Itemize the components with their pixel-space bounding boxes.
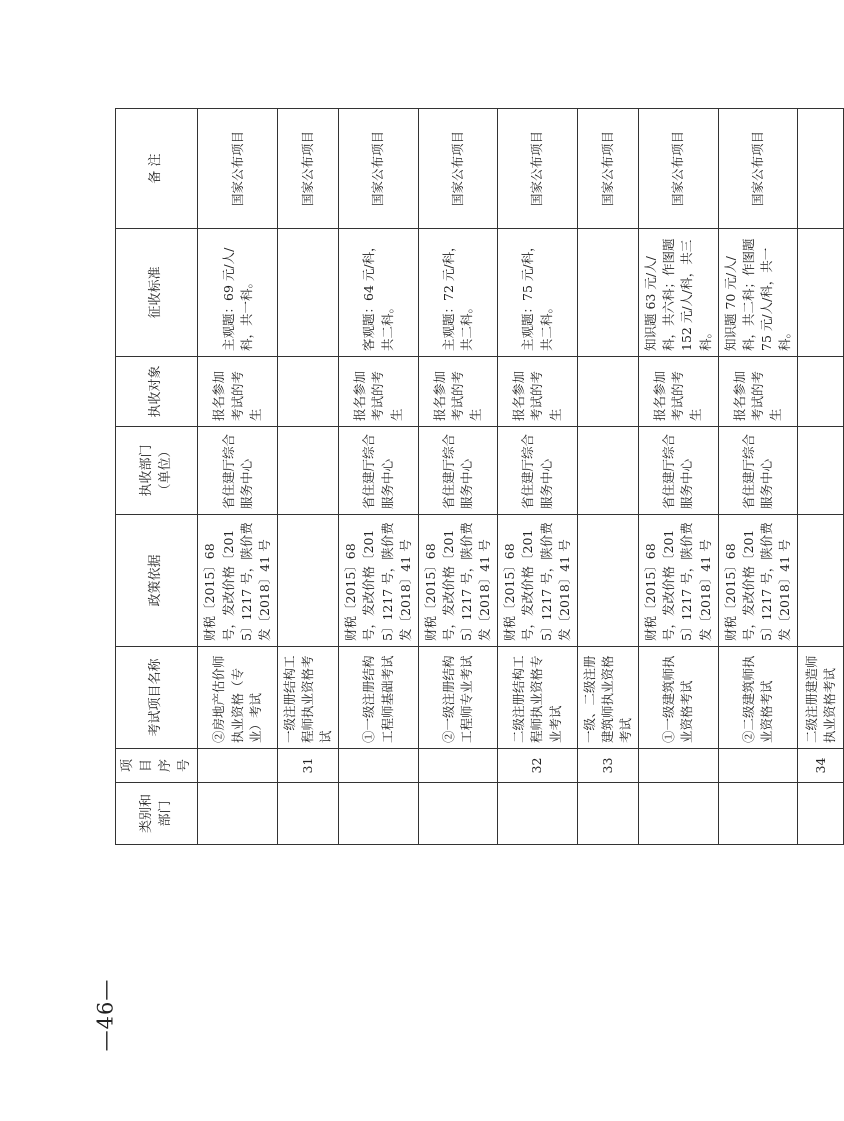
cell-standard: 知识题 63 元/人/科，共六科；作图题 152 元/人/科，共三科。 bbox=[639, 229, 719, 357]
cell-target bbox=[277, 357, 338, 427]
header-name: 考试项目名称 bbox=[116, 647, 198, 749]
cell-note: 国家公布项目 bbox=[339, 109, 419, 229]
table-row bbox=[639, 109, 719, 845]
table-header-row bbox=[116, 109, 198, 845]
cell-standard: 主观题：69 元/人/科，共一科。 bbox=[198, 229, 278, 357]
cell-number: 32 bbox=[498, 749, 578, 783]
table-row bbox=[418, 109, 498, 845]
cell-category bbox=[339, 783, 419, 845]
cell-standard: 客观题：64 元/科，共二科。 bbox=[339, 229, 419, 357]
table-row bbox=[198, 109, 278, 845]
header-basis: 政策依据 bbox=[116, 515, 198, 647]
cell-basis: 财税〔2015〕68 号，发改价格〔2015〕1217 号，陕价费发〔2018〕41 号 bbox=[339, 515, 419, 647]
cell-name: ①一级建筑师执业资格考试 bbox=[639, 647, 719, 749]
header-note: 备 注 bbox=[116, 109, 198, 229]
cell-name: ①一级注册结构工程师基础考试 bbox=[339, 647, 419, 749]
cell-category bbox=[798, 783, 844, 845]
cell-basis: 财税〔2015〕68 号，发改价格〔2015〕1217 号，陕价费发〔2018〕41 号 bbox=[639, 515, 719, 647]
cell-basis: 财税〔2015〕68 号，发改价格〔2015〕1217 号，陕价费发〔2018〕41 号 bbox=[418, 515, 498, 647]
cell-category bbox=[639, 783, 719, 845]
cell-target: 报名参加考试的考生 bbox=[718, 357, 798, 427]
cell-standard: 知识题 70 元/人/科，共二科；作图题 75 元/人/科，共一科。 bbox=[718, 229, 798, 357]
cell-standard: 主观题：72 元/科，共二科。 bbox=[418, 229, 498, 357]
cell-number bbox=[639, 749, 719, 783]
cell-category bbox=[277, 783, 338, 845]
cell-name: ②房地产估价师执业资格（专业）考试 bbox=[198, 647, 278, 749]
cell-note: 国家公布项目 bbox=[577, 109, 638, 229]
cell-category bbox=[718, 783, 798, 845]
header-number: 项目 序号 bbox=[116, 749, 198, 783]
cell-note bbox=[798, 109, 844, 229]
cell-note: 国家公布项目 bbox=[277, 109, 338, 229]
cell-number bbox=[339, 749, 419, 783]
cell-number: 31 bbox=[277, 749, 338, 783]
header-target: 执收对象 bbox=[116, 357, 198, 427]
cell-category bbox=[577, 783, 638, 845]
cell-name: 一级、二级注册建筑师执业资格考试 bbox=[577, 647, 638, 749]
cell-dept: 省住建厅综合服务中心 bbox=[498, 427, 578, 515]
cell-standard bbox=[577, 229, 638, 357]
cell-name: 二级注册结构工程师执业资格专业考试 bbox=[498, 647, 578, 749]
cell-note: 国家公布项目 bbox=[718, 109, 798, 229]
cell-target bbox=[577, 357, 638, 427]
cell-standard: 主观题：75 元/科，共二科。 bbox=[498, 229, 578, 357]
cell-dept bbox=[277, 427, 338, 515]
cell-note: 国家公布项目 bbox=[418, 109, 498, 229]
cell-dept bbox=[798, 427, 844, 515]
fee-table-rotated-container bbox=[115, 109, 837, 845]
cell-basis bbox=[277, 515, 338, 647]
header-category: 类别和部门 bbox=[116, 783, 198, 845]
table-row bbox=[798, 109, 844, 845]
cell-standard bbox=[798, 229, 844, 357]
cell-name: 一级注册结构工程师执业资格考试 bbox=[277, 647, 338, 749]
cell-dept bbox=[577, 427, 638, 515]
exam-fee-table bbox=[115, 108, 844, 845]
cell-target: 报名参加考试的考生 bbox=[198, 357, 278, 427]
cell-standard bbox=[277, 229, 338, 357]
cell-basis: 财税〔2015〕68 号，发改价格〔2015〕1217 号，陕价费发〔2018〕41 号 bbox=[718, 515, 798, 647]
cell-basis: 财税〔2015〕68 号，发改价格〔2015〕1217 号，陕价费发〔2018〕41 号 bbox=[198, 515, 278, 647]
cell-target: 报名参加考试的考生 bbox=[418, 357, 498, 427]
cell-note: 国家公布项目 bbox=[198, 109, 278, 229]
cell-target: 报名参加考试的考生 bbox=[339, 357, 419, 427]
cell-category bbox=[498, 783, 578, 845]
cell-target: 报名参加考试的考生 bbox=[639, 357, 719, 427]
cell-number: 33 bbox=[577, 749, 638, 783]
cell-dept: 省住建厅综合服务中心 bbox=[418, 427, 498, 515]
cell-number bbox=[718, 749, 798, 783]
cell-basis: 财税〔2015〕68 号，发改价格〔2015〕1217 号，陕价费发〔2018〕41 号 bbox=[498, 515, 578, 647]
header-dept: 执收部门 （单位） bbox=[116, 427, 198, 515]
table-row bbox=[577, 109, 638, 845]
cell-dept: 省住建厅综合服务中心 bbox=[718, 427, 798, 515]
cell-category bbox=[198, 783, 278, 845]
page-number-container bbox=[85, 978, 125, 1052]
cell-note: 国家公布项目 bbox=[639, 109, 719, 229]
cell-target bbox=[798, 357, 844, 427]
cell-basis bbox=[798, 515, 844, 647]
table-row bbox=[718, 109, 798, 845]
cell-number: 34 bbox=[798, 749, 844, 783]
header-standard: 征收标准 bbox=[116, 229, 198, 357]
page-number: —46— bbox=[93, 978, 118, 1052]
cell-number bbox=[418, 749, 498, 783]
table-row bbox=[339, 109, 419, 845]
cell-basis bbox=[577, 515, 638, 647]
cell-name: 二级注册建造师执业资格考试 bbox=[798, 647, 844, 749]
cell-category bbox=[418, 783, 498, 845]
table-row bbox=[498, 109, 578, 845]
cell-dept: 省住建厅综合服务中心 bbox=[339, 427, 419, 515]
cell-dept: 省住建厅综合服务中心 bbox=[198, 427, 278, 515]
cell-name: ②一级注册结构工程师专业考试 bbox=[418, 647, 498, 749]
cell-note: 国家公布项目 bbox=[498, 109, 578, 229]
cell-number bbox=[198, 749, 278, 783]
table-row bbox=[277, 109, 338, 845]
cell-dept: 省住建厅综合服务中心 bbox=[639, 427, 719, 515]
cell-target: 报名参加考试的考生 bbox=[498, 357, 578, 427]
cell-name: ②二级建筑师执业资格考试 bbox=[718, 647, 798, 749]
